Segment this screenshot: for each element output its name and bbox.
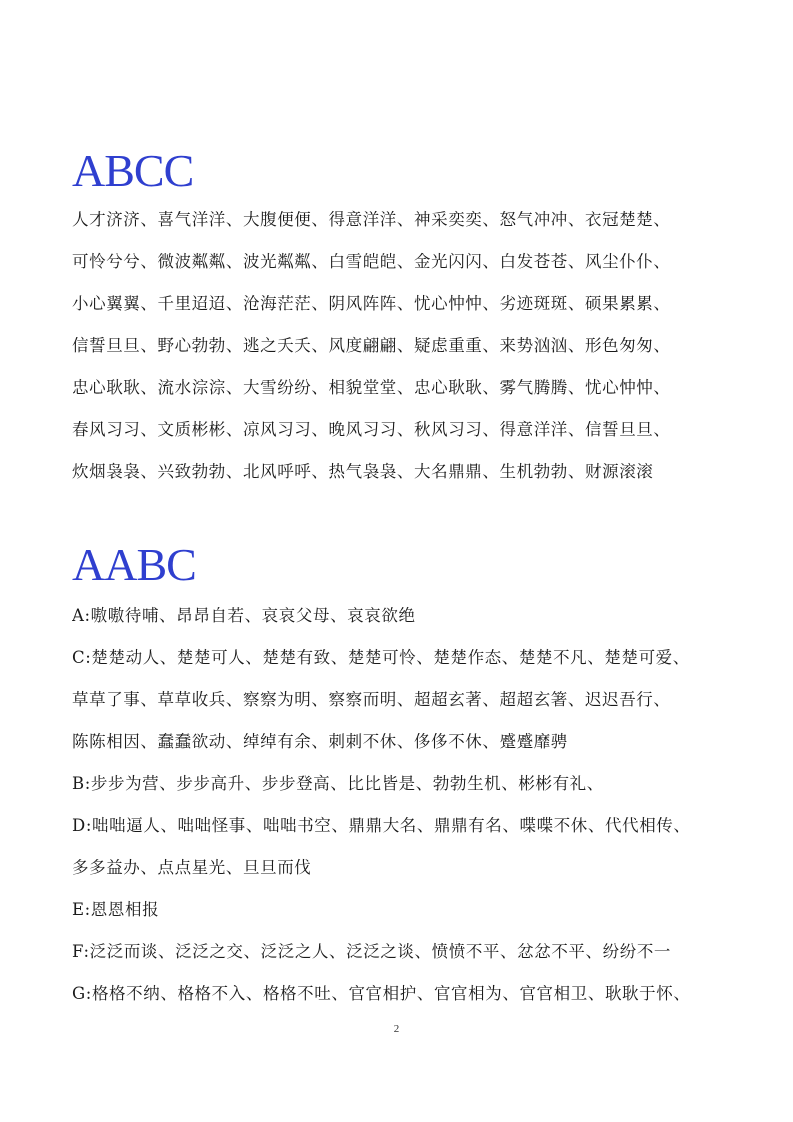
- text-line: 忠心耿耿、流水淙淙、大雪纷纷、相貌堂堂、忠心耿耿、雾气腾腾、忧心忡忡、: [72, 378, 671, 397]
- text-line: 春风习习、文质彬彬、凉风习习、晚风习习、秋风习习、得意洋洋、信誓旦旦、: [72, 420, 671, 439]
- section-heading-abcc: ABCC: [72, 145, 194, 196]
- text-line: 信誓旦旦、野心勃勃、逃之夭夭、风度翩翩、疑虑重重、来势汹汹、形色匆匆、: [72, 336, 671, 355]
- text-line: G:格格不纳、格格不入、格格不吐、官官相护、官官相为、官官相卫、耿耿于怀、: [72, 984, 691, 1003]
- text-line: 可怜兮兮、微波粼粼、波光粼粼、白雪皑皑、金光闪闪、白发苍苍、风尘仆仆、: [72, 252, 671, 271]
- text-line: 多多益办、点点星光、旦旦而伐: [72, 858, 312, 877]
- text-line: C:楚楚动人、楚楚可人、楚楚有致、楚楚可怜、楚楚作态、楚楚不凡、楚楚可爱、: [72, 648, 690, 667]
- section-heading-aabc: AABC: [72, 539, 196, 590]
- text-line: E:恩恩相报: [72, 900, 160, 919]
- text-line: 人才济济、喜气洋洋、大腹便便、得意洋洋、神采奕奕、怒气冲冲、衣冠楚楚、: [72, 210, 671, 229]
- section-body-abcc: [72, 199, 732, 493]
- text-line: F:泛泛而谈、泛泛之交、泛泛之人、泛泛之谈、愤愤不平、忿忿不平、纷纷不一: [72, 942, 672, 961]
- text-line: 小心翼翼、千里迢迢、沧海茫茫、阴风阵阵、忧心忡忡、劣迹斑斑、硕果累累、: [72, 294, 671, 313]
- text-line: 炊烟袅袅、兴致勃勃、北风呼呼、热气袅袅、大名鼎鼎、生机勃勃、财源滚滚: [72, 462, 654, 481]
- text-line: D:咄咄逼人、咄咄怪事、咄咄书空、鼎鼎大名、鼎鼎有名、喋喋不休、代代相传、: [72, 816, 691, 835]
- text-line: B:步步为营、步步高升、步步登高、比比皆是、勃勃生机、彬彬有礼、: [72, 774, 604, 793]
- text-line: A:嗷嗷待哺、昂昂自若、哀哀父母、哀哀欲绝: [72, 606, 416, 625]
- text-line: 陈陈相因、蠢蠢欲动、绰绰有余、刺刺不休、侈侈不休、蹙蹙靡骋: [72, 732, 568, 751]
- text-line: 草草了事、草草收兵、察察为明、察察而明、超超玄著、超超玄箸、迟迟吾行、: [72, 690, 671, 709]
- page-number: 2: [393, 1023, 400, 1035]
- section-body-aabc: [72, 595, 732, 1015]
